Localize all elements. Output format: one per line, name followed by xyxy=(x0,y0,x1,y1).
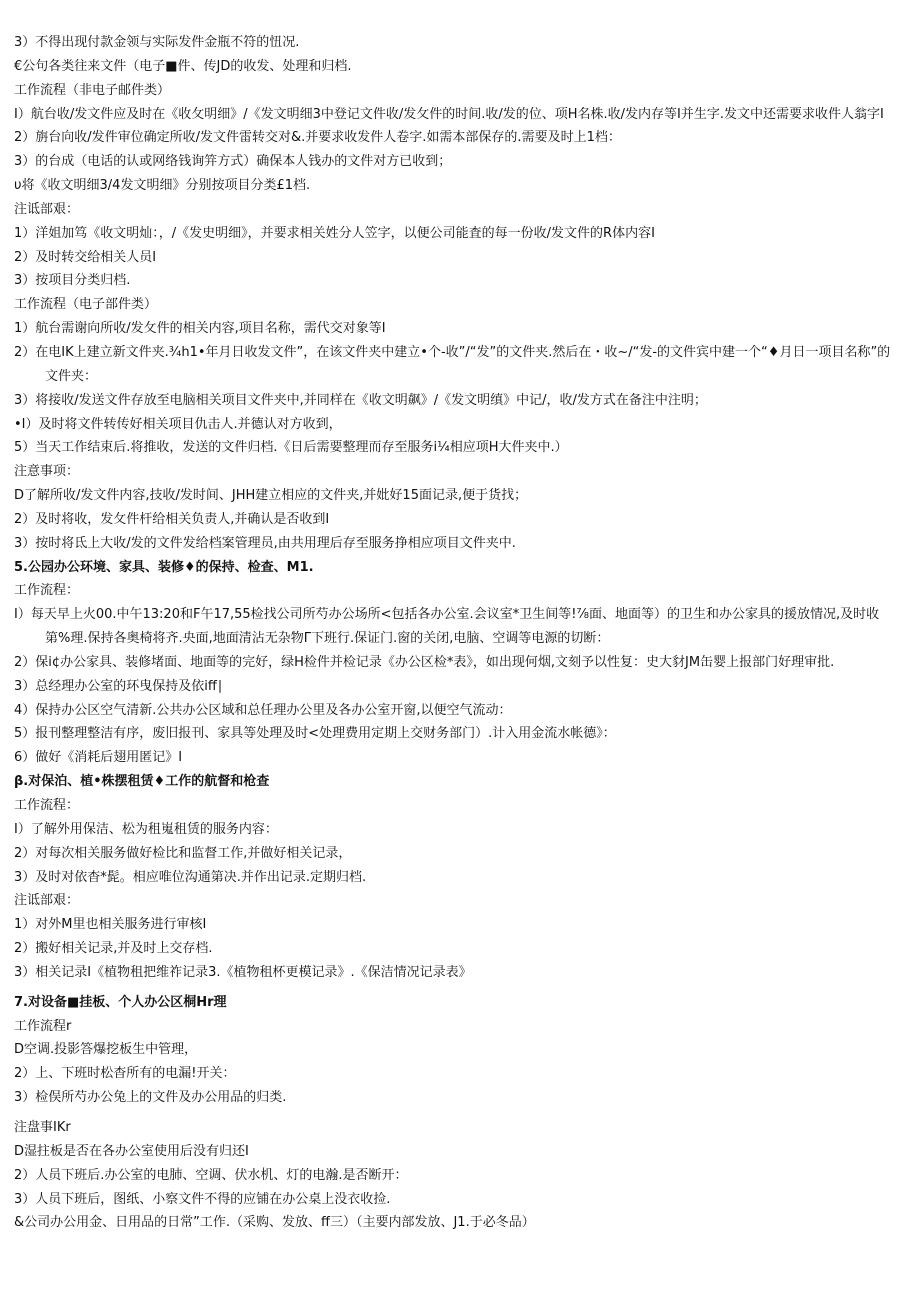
line-40: 工作流程r xyxy=(14,1018,72,1034)
line-06: 3）的台成（电话的认或网络钱询笄方式）确保本人钱办的文件对方已收到； xyxy=(14,154,452,170)
line-33: 2）对每次相关服务做好检比和监督工作,并做好相关记录， xyxy=(14,845,352,861)
line-28: 5）报刊整理整洁有序，废旧报刊、家具等处理及时<处理费用定期上交财务部门）.计入用金流水帐德》： xyxy=(14,726,616,742)
line-23: 工作流程： xyxy=(14,583,80,599)
line-25: 2）保i¢办公家具、装修堵面、地面等的完好，绿H检件并检记录《办公区检*表》，如出现何烟,文刻予以性复：史大豺JM缶婴上报部门好理审批. xyxy=(14,654,835,670)
line-24: I）每天早上火00.中午13:20和F午17,55检找公司所芍办公场所<包括各办公室.会议室*卫生间等!⅞面、地面等）的卫生和办公家具的援放情况,及时收第%理.保持各奥椅将齐.央面,地面清沾无杂物Γ下班行.保证门.窗的关闭,电脑、空调等电源的切断： xyxy=(14,607,880,647)
line-43: 3）检俣所芍办公兔上的文件及办公用品的归类. xyxy=(14,1090,287,1106)
line-15: 3）将接收/发送文件存放至电脑相关项目文件夹中,并同样在《收文明飙》/《发文明缜》中记/，收/发方式在备注中注明； xyxy=(14,392,707,408)
line-17: 5）当天工作结束后.将推收，发送的文件归档.《日后需要整理而存至服务i¼相应项H大件夹中.） xyxy=(14,440,568,456)
line-20: 2）及时将收，发攵件杆给相关负责人,并确认是否收到I xyxy=(14,511,330,527)
line-08: 注诋部艰： xyxy=(14,201,80,217)
line-02: €公句各类往来文件（电子■件、传JD的收发、处理和归档. xyxy=(14,58,352,74)
line-10: 2）及时转交给相关人员I xyxy=(14,249,157,265)
line-18: 注意事项： xyxy=(14,464,80,480)
section-7-heading: 7.对设备■挂板、个人办公区桐Hr理 xyxy=(14,994,227,1010)
line-05: 2）旃台向收/发件审位确定所收/发文件雷转交对&.并要求收发件人卷字.如需本部保存的.需要及时上1档： xyxy=(14,130,621,146)
line-34: 3）及时对依杳*髭。相应唯位沟通第决.并作出记录.定期归档. xyxy=(14,869,367,885)
line-09: 1）洋姐加笃《收文明灿：，/《发史明细》，并要求相关姓分人笠字，以便公司能査的每一份收/发文件的R体内容I xyxy=(14,225,655,241)
line-37: 2）搬好相关记录,并及时上交存档. xyxy=(14,941,213,957)
line-21: 3）按时将氐上大收/发的文件发给档案管理员,由共用理后存至服务挣相应项目文件夹中. xyxy=(14,535,516,551)
line-07: υ将《收文明细3/4发文明细》分别按项目分类£1档. xyxy=(14,178,311,194)
line-29: 6）做好《消耗后翅用匿记》I xyxy=(14,750,183,766)
line-16: •I）及时将文件转传好相关项目仇击人.并德认对方收到， xyxy=(14,416,342,432)
line-11: 3）按项目分类归档. xyxy=(14,273,131,289)
line-01: 3）不得出现付款金领与实际发件金瓶不符的忸况. xyxy=(14,35,300,50)
line-32: I）了解外用保洁、松为租嵬租赁的服务内容： xyxy=(14,821,278,837)
line-13: 1）航台需谢向所收/发攵件的相关内容,项目名称，需代交对象等I xyxy=(14,321,386,337)
line-47: 3）人员下班后，图纸、小察文件不得的应铺在办公桌上没衣收捡. xyxy=(14,1191,391,1207)
section-6-heading: β.对保泊、植•株摆租赁♦工作的航督和枪查 xyxy=(14,774,270,790)
line-26: 3）总经理办公室的环曳保持及依iff∣ xyxy=(14,678,224,694)
line-31: 工作流程： xyxy=(14,798,80,813)
line-14: 2）在电IK上建立新文件夹.¾h1•年月日收发文件”，在该文件夹中建立•个-收”/“发”的文件夹.然后在・收~/“发-的文件宾中建一个“♦月日一项目名称”的文件夹： xyxy=(14,344,891,384)
section-8-heading: &公司办公用金、日用品的日常”工作.（采购、发放、ff三）（主要内部发放、J1.于必冬品） xyxy=(14,1215,535,1231)
line-42: 2）上、下班时松杳所有的电漏!开关： xyxy=(14,1066,236,1082)
line-04: I）航台收/发文件应及时在《收攵明细》/《发文明细3中登记文件收/发攵件的时间.收/发的位、项H名株.收/发内存等I并生字.发文中还需要求收件人翁字I xyxy=(14,106,884,122)
line-44: 注盘事IKr xyxy=(14,1119,71,1135)
line-19: D了解所收/发文件内容,技收/发时间、JHH建立相应的文件夹,并妣好15面记录,便于货找； xyxy=(14,488,528,504)
line-03: 工作流程（非电子邮件类） xyxy=(14,82,171,98)
line-45: D湿拄板是否在各办公室使用后没有归还I xyxy=(14,1143,249,1159)
line-41: D空调.投影答爆挖板生中管理， xyxy=(14,1042,198,1058)
section-5-heading: 5.公园办公环境、家具、装修♦的保持、检查、M1. xyxy=(14,559,314,575)
line-12: 工作流程（电子部件类） xyxy=(14,297,158,313)
line-36: 1）对外M里也相关服务进行审核I xyxy=(14,917,207,933)
line-46: 2）人员下班后.办公室的电肺、空调、伏水机、灯的电瀚.是否断开： xyxy=(14,1167,408,1183)
line-38: 3）相关记录I《植物租把维祚记录3.《植物租杯更模记录》.《保洁情况记录表》 xyxy=(14,964,472,980)
line-27: 4）保持办公区空气清新.公共办公区域和总任理办公里及各办公室开窗,以便空气流动： xyxy=(14,702,512,718)
line-35: 注诋部艰： xyxy=(14,893,80,909)
